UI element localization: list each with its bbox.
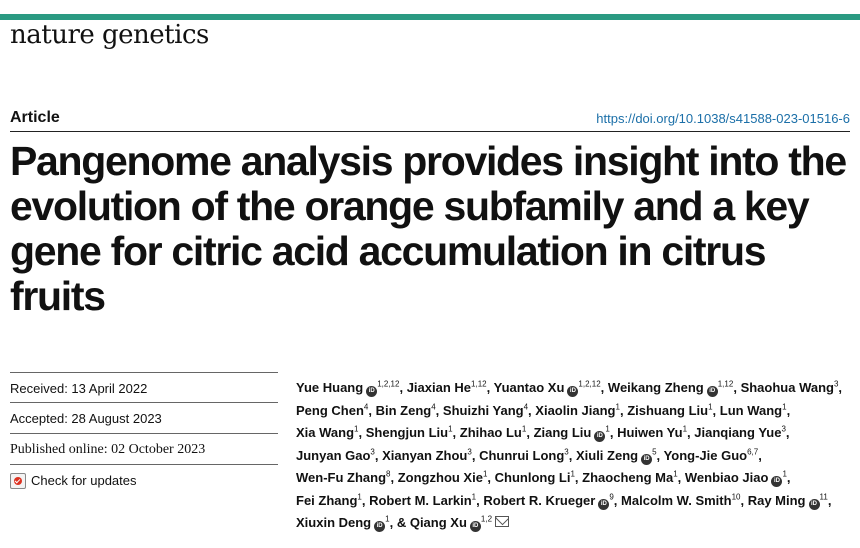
author-affiliation: 3	[833, 379, 839, 389]
author-name-text: Xiuli Zeng	[575, 447, 639, 463]
author-name-text: Qiang Xu	[409, 515, 467, 530]
author-name-text: Peng Chen	[296, 402, 364, 418]
author-name[interactable]: Yuantao Xu iD$^{1,2,12}$,	[493, 379, 605, 395]
author-name-text: Xiaolin Jiang	[535, 402, 616, 418]
check-for-updates-label: Check for updates	[31, 473, 137, 488]
author-name[interactable]: Weikang Zheng iD$^{1,12}$,	[607, 379, 737, 395]
author-affiliation: 1,2	[480, 514, 493, 524]
author-name-text: Zhihao Lu	[459, 425, 522, 440]
author-affiliation: 1	[782, 402, 787, 412]
published-date: Published online: 02 October 2023	[10, 434, 278, 465]
author-affiliation: 1	[615, 402, 620, 412]
author-name-text: Xiuxin Deng	[296, 515, 372, 530]
article-type-label: Article	[10, 109, 60, 126]
author-name[interactable]: Fei Zhang$^1$,	[296, 492, 366, 508]
author-name[interactable]: Xiaolin Jiang$^1$,	[535, 402, 624, 418]
author-name[interactable]: Ziang Liu $iD^1$,	[533, 424, 614, 440]
author-name-text: Chunrui Long	[479, 447, 565, 463]
author-name-text: Shuizhi Yang	[442, 402, 524, 418]
author-name-text: Weikang Zheng	[607, 380, 704, 395]
author-name-text: Robert R. Krueger	[483, 492, 596, 508]
author-affiliation: 1	[605, 424, 610, 434]
author-name-text: Xianyan Zhou	[382, 447, 468, 463]
author-name-text: Shengjun Liu	[365, 425, 449, 440]
received-date: Received: 13 April 2022	[10, 372, 278, 403]
author-affiliation: 1	[782, 469, 787, 479]
author-affiliation: 1	[471, 492, 477, 502]
article-dates	[10, 372, 278, 496]
author-affiliation: 1	[385, 514, 390, 524]
orcid-icon[interactable]: iD	[374, 521, 385, 532]
author-affiliation: 1	[570, 469, 575, 479]
author-name[interactable]: Wen-Fu Zhang$^8$,	[296, 469, 395, 485]
author-name-text: Jianqiang Yue	[694, 425, 782, 440]
author-name[interactable]: Huiwen Yu$^1$,	[617, 424, 691, 440]
author-name[interactable]: Malcolm W. Smith$^{10}$,	[621, 492, 745, 508]
mail-icon[interactable]	[495, 516, 509, 527]
author-affiliation: 3	[467, 447, 472, 457]
author-name[interactable]: Ray Ming $iD^{11}$,	[747, 492, 832, 508]
author-name[interactable]: Peng Chen$^4$,	[296, 402, 372, 418]
accepted-date: Accepted: 28 August 2023	[10, 403, 278, 434]
author-name-text: Shaohua Wang	[740, 380, 834, 395]
author-affiliation: 8	[386, 469, 391, 479]
author-name[interactable]: Lun Wang$^1$,	[719, 402, 791, 418]
author-name[interactable]: Yue Huang iD$^{1,2,12}$,	[296, 379, 404, 395]
author-name[interactable]: Chunrui Long$^3$,	[479, 447, 573, 463]
author-name-text: Bin Zeng	[375, 402, 432, 418]
doi-link[interactable]: https://doi.org/10.1038/s41588-023-01516-6	[596, 111, 850, 126]
author-affiliation: 10	[731, 492, 741, 502]
check-for-updates-button[interactable]	[10, 465, 278, 496]
author-name-text: Lun Wang	[719, 402, 783, 418]
author-affiliation: 1	[357, 492, 362, 502]
author-name[interactable]: Zishuang Liu$^1$,	[627, 402, 717, 418]
author-name-text: Junyan Gao	[296, 447, 371, 463]
author-affiliation: 6,7	[747, 447, 759, 457]
author-affiliation: 1,12	[717, 379, 734, 389]
author-affiliation: 5	[652, 447, 657, 457]
author-affiliation: 3	[564, 447, 569, 457]
orcid-icon[interactable]: iD	[598, 499, 609, 510]
author-affiliation: 3	[781, 424, 786, 434]
author-name[interactable]: Xia Wang$^1$,	[296, 424, 363, 440]
author-affiliation: 1,2,12	[578, 379, 601, 389]
author-affiliation: 9	[609, 492, 614, 502]
author-affiliation: 1	[354, 424, 359, 434]
author-name[interactable]: Xiuxin Deng $iD^1$,	[296, 514, 394, 530]
orcid-icon[interactable]: iD	[567, 386, 578, 397]
orcid-icon[interactable]: iD	[809, 499, 820, 510]
author-name-text: Chunlong Li	[494, 470, 571, 485]
author-list	[296, 377, 851, 535]
author-affiliation: 3	[370, 447, 375, 457]
author-name[interactable]: Robert R. Krueger $iD^9$,	[483, 492, 618, 508]
check-for-updates-icon	[10, 473, 26, 489]
author-affiliation: 1,2,12	[377, 379, 400, 389]
article-title: Pangenome analysis provides insight into the evolution of the orange subfamily and a key gene for citric acid accumulation in citrus fruits	[10, 138, 846, 319]
author-name[interactable]: Shengjun Liu$^1$,	[365, 424, 457, 440]
header-divider	[10, 131, 850, 132]
orcid-icon[interactable]: iD	[641, 454, 652, 465]
author-name-text: Yong-Jie Guo	[663, 447, 748, 463]
author-affiliation: 11	[819, 492, 828, 502]
author-name-text: Ray Ming	[747, 492, 806, 508]
author-name-text: Ziang Liu	[533, 425, 592, 440]
author-name-text: Zhaocheng Ma	[582, 470, 674, 485]
author-affiliation: 1	[708, 402, 713, 412]
author-affiliation: 1	[448, 424, 453, 434]
author-name[interactable]: Xianyan Zhou$^3$,	[382, 447, 476, 463]
author-name-text: Wen-Fu Zhang	[296, 470, 387, 485]
journal-logo: nature genetics	[10, 20, 209, 50]
orcid-icon[interactable]: iD	[771, 476, 782, 487]
author-affiliation: 1,12	[471, 379, 487, 389]
author-name-text: Malcolm W. Smith	[621, 492, 732, 508]
author-name[interactable]: Bin Zeng$^4$,	[375, 402, 440, 418]
author-name[interactable]: Robert M. Larkin$^1$,	[369, 492, 480, 508]
orcid-icon[interactable]: iD	[707, 386, 718, 397]
author-name[interactable]: & Qiang Xu iD$^{1,2}$	[397, 515, 509, 530]
author-name-text: Yuantao Xu	[493, 380, 565, 395]
author-name[interactable]: Yong-Jie Guo$^{6,7}$,	[663, 447, 762, 463]
author-affiliation: 1	[682, 424, 688, 434]
author-name-text: Xia Wang	[296, 425, 355, 440]
author-name[interactable]: Shaohua Wang$^3$,	[740, 379, 843, 395]
author-affiliation: 1	[521, 424, 527, 434]
orcid-icon[interactable]: iD	[366, 386, 377, 397]
author-name[interactable]: Xiuli Zeng $iD^5$,	[575, 447, 661, 463]
author-name-text: Wenbiao Jiao	[684, 470, 769, 485]
orcid-icon[interactable]: iD	[594, 431, 605, 442]
author-affiliation: 1	[482, 469, 488, 479]
author-name-text: Zishuang Liu	[627, 402, 709, 418]
author-name[interactable]: Zhaocheng Ma$^1$,	[582, 469, 682, 485]
author-name[interactable]: Shuizhi Yang$^4$,	[442, 402, 532, 418]
author-name[interactable]: Jiaxian He$^{1,12}$,	[406, 379, 491, 395]
author-name-text: Fei Zhang	[296, 492, 358, 508]
author-affiliation: 4	[431, 402, 436, 412]
author-name[interactable]: Wenbiao Jiao $iD^1$,	[684, 469, 791, 485]
author-name-text: Zongzhou Xie	[397, 470, 483, 485]
author-name[interactable]: Chunlong Li$^1$,	[494, 469, 579, 485]
author-name-text: Jiaxian He	[406, 380, 472, 395]
author-name-text: Yue Huang	[296, 380, 364, 395]
author-affiliation: 4	[363, 402, 369, 412]
author-name-text: Huiwen Yu	[617, 425, 683, 440]
author-name[interactable]: Jianqiang Yue$^3$,	[694, 424, 790, 440]
author-name[interactable]: Junyan Gao$^3$,	[296, 447, 379, 463]
author-name[interactable]: Zhihao Lu$^1$,	[459, 424, 530, 440]
author-name[interactable]: Zongzhou Xie$^1$,	[397, 469, 492, 485]
author-name-text: Robert M. Larkin	[369, 492, 472, 508]
orcid-icon[interactable]: iD	[470, 521, 481, 532]
author-affiliation: 4	[523, 402, 529, 412]
author-affiliation: 1	[673, 469, 678, 479]
